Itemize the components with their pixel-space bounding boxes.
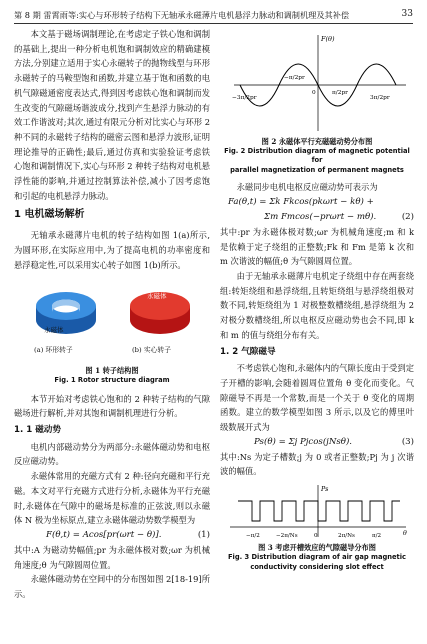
section-1-paragraph: 无轴承永磁薄片电机的转子结构如图 1(a)所示,为圆环形,在实际应用中,为了提高电机的功率密度和悬浮稳定性,可以采用实心转子如图 1(b)所示。 [14,230,210,270]
fig1-sublabel-b: (b) 实心转子 [132,346,172,355]
equation-1 [14,528,210,543]
equation-2-line2 [220,210,414,225]
left-column [14,27,210,602]
equation-2-part2: Σm Fmcos(−prωrt − mθ). [264,211,377,222]
equation-3-description: 其中:Ns 为定子槽数;j 为 0 或者正整数;Pj 为 j 次谐波的幅值。 [220,451,414,477]
running-header [14,9,413,24]
fig1-caption-en: Fig. 1 Rotor structure diagram [54,376,170,385]
fig2-tick-2: −π/2pr [284,75,305,81]
armature-mmf-paragraph: 永磁同步电机电枢反应磁动势可表示为 [236,182,378,193]
right-column [220,27,414,572]
mmf-paragraph-1: 电机内部磁动势分为两部分:永磁体磁动势和电枢反应磁动势。 [14,441,210,467]
fig2-mmf-plot [220,27,414,137]
fig3-tick-4: 2π/Ns [338,533,355,540]
fig3-caption-cn: 图 3 考虑开槽效应的气隙磁导分布图 [258,543,376,553]
fig3-tick-3: 0 [314,533,318,540]
fig2-tick-5: 3π/2pr [370,95,390,101]
fig1-sublabel-a: (a) 环形转子 [34,346,73,355]
fig3-permeance-curve [238,501,400,521]
equation-2-description: 其中:pr 为永磁体极对数;ωr 为机械角速度;m 和 k 是依赖于定子绕组的正整数;Fk 和 Fm 是第 k 次和 m 次谐波的幅值;θ 为气隙圆周位置。 [220,226,414,267]
equation-3-body: Ps(θ) = Σj Pjcos(jNsθ). [254,436,353,447]
section-1-1-heading: 1. 1 磁动势 [14,425,61,436]
figure-1 [14,276,210,366]
paragraph-after-fig1: 本节开始对考虑铁心饱和的 2 种转子结构的气隙磁场进行解析,并对其饱和调制机理进行分析。 [14,393,210,419]
paragraph-last-left: 永磁体磁动势在空间中的分布图如图 2[18-19]所示。 [14,574,210,600]
fig3-caption-en-1: Fig. 3 Distribution diagram of air gap magnetic [227,553,406,562]
fig3-tick-2: −2π/Ns [276,533,298,540]
fig3-permeance-plot [220,481,414,543]
fig3-y-label: Ps [321,486,329,494]
equation-3-number: (3) [401,436,414,447]
equation-2-line1 [220,195,414,210]
equation-1-number: (1) [197,529,210,540]
running-title: 第 8 期 雷霄雨等:实心与环形转子结构下无轴承永磁薄片电机悬浮力脉动和调制机理及其补偿 [14,10,350,20]
fig2-tick-1: −3π/2pr [232,95,257,101]
figure-2 [220,27,414,137]
fig2-caption-cn: 图 2 永磁体平行充磁磁动势分布图 [261,137,373,146]
equation-1-description: 其中:A 为磁动势幅值;pr 为永磁体极对数;ωr 为机械角速度;θ 为气隙圆周位置。 [14,544,210,570]
permeance-paragraph: 不考虑铁心饱和,永磁体内的气隙长度由于受到定子开槽的影响,会随着圆周位置角 θ 变化而变化。气隙磁导不再是一个常数,而是一个关于 θ 变化的周期函数。建立的数学模型如图 3 所示,以及它的傅里叶级数展开式为 [220,363,414,433]
fig2-tick-4: π/2pr [332,90,348,96]
fig3-caption-en-2: conductivity considering slot effect [250,562,384,571]
section-1-heading: 1 电机磁场解析 [14,209,85,221]
fig3-tick-5: π/2 [372,533,382,540]
page-number: 33 [401,9,413,19]
mmf-paragraph-2: 永磁体常用的充磁方式有 2 种:径向充磁和平行充磁。本文对平行充磁方式进行分析,永磁体为平行充磁时,永磁体在气隙中的磁场是标准的正弦波,则以永磁体 N 极为坐标原点,建立永磁体磁动势数学模型为 [14,471,210,526]
fig1-caption-cn: 图 1 转子结构图 [85,366,139,376]
equation-3 [220,435,414,450]
fig1-magnet-label-a: 永磁体 [44,326,64,335]
fig2-tick-3: 0 [312,90,316,96]
fig3-x-label: θ [403,530,407,538]
figure-3 [220,481,414,543]
fig2-y-label: F(θ) [321,35,335,43]
winding-paragraph: 由于无轴承永磁薄片电机定子绕组中存在两套绕组:转矩绕组和悬浮绕组,且转矩绕组与悬浮绕组极对数不同,转矩绕组为 1 对极整数槽绕组,悬浮绕组为 2 对极分数槽绕组,所以电枢反应磁动势也会不同,即 k 和 m 的值与绕组分布有关。 [220,271,414,340]
fig3-tick-1: −π/2 [246,533,260,540]
equation-2-number: (2) [401,211,414,222]
equation-2-part1: Fa(θ,t) = Σk Fkcos(pkωrt − kθ) + [228,196,374,207]
fig2-caption-en-2: parallel magnetization of permanent magnets [230,165,404,174]
equation-1-body: F(θ,t) = Acos[pr(ωrt − θ)]. [46,529,162,540]
section-1-2-heading: 1. 2 气隙磁导 [220,346,276,357]
fig2-caption-en-1: Fig. 2 Distribution diagram of magnetic potential for [224,147,410,165]
fig1-magnet-label-b: 永磁体 [147,292,167,301]
intro-paragraph: 本文基于磁场调制理论,在考虑定子铁心饱和调制的基础上,提出一种分析电机饱和调制效应的精确建模方法,分别建立适用于实心永磁转子的抛物线型与环形永磁转子的马鞍型饱和函数,并建立基于饱和函数的电机气隙磁通密度表达式,得到因考虑铁心饱和调制而发生改变的气隙磁场谐波成分,找到产生悬浮力脉动的有效工作谐波对;其次,通过有限元分析对比实心与环形 2 种不同的永磁转子结构的磁密云图和悬浮力波形,证明理论推导的正确性;最后,通过仿真和实验验证考虑铁心饱和调制情况下,实心与环形 2 种转子结构对电机悬浮性能的影响,并通过控制算法补偿,减小了因考虑饱和引起的电机悬浮力脉动。 [14,29,210,201]
rotor-diagrams [14,276,210,348]
